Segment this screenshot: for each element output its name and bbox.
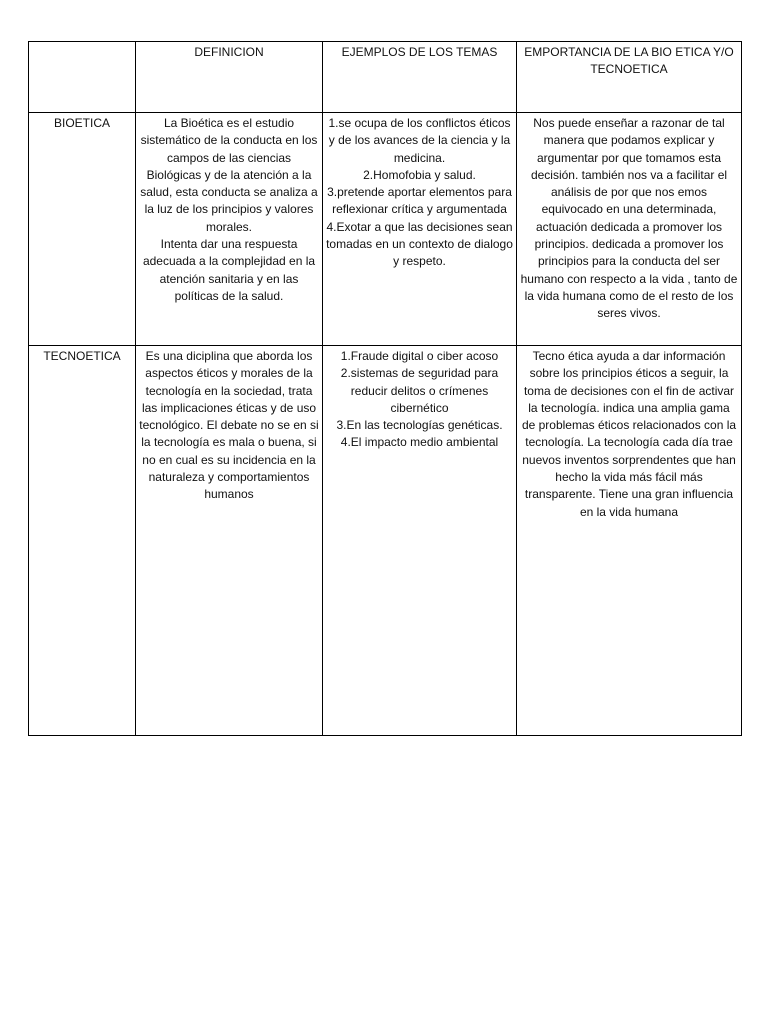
definicion-paragraph: La Bioética es el estudio sistemático de la conducta en los campos de las ciencias Biológicas y de la atención a la salud, esta conducta se analiza a la luz de los principios y valores morales. bbox=[140, 116, 318, 234]
comparison-table bbox=[28, 41, 742, 736]
definicion-paragraph: Es una diciplina que aborda los aspectos éticos y morales de la tecnología en la sociedad, trata las implicaciones éticas y de uso tecnológico. El debate no se en si la tecnología es mala o buena, si no en cual es su incidencia en la naturaleza y comportamientos humanos bbox=[139, 349, 319, 502]
cell-importancia-tecnoetica: Tecno ética ayuda a dar información sobre los principios éticos a seguir, la toma de decisiones con el fin de activar la tecnología. indica una amplia gama de problemas éticos relacionados con la tecnología. La tecnología cada día trae nuevos inventos sorprendentes que han hecho la vida más fácil más transparente. Tiene una gran influencia en la vida humana bbox=[517, 346, 742, 736]
header-cell-ejemplos: EJEMPLOS DE LOS TEMAS bbox=[323, 42, 517, 113]
header-cell-importancia: EMPORTANCIA DE LA BIO ETICA Y/O TECNOETICA bbox=[517, 42, 742, 113]
ejemplo-item: 4.Exotar a que las decisiones sean tomadas en un contexto de dialogo y respeto. bbox=[326, 219, 513, 269]
cell-definicion-tecnoetica bbox=[136, 346, 323, 736]
table-row-bioetica bbox=[29, 113, 742, 346]
ejemplo-item: 4.El impacto medio ambiental bbox=[340, 435, 499, 450]
cell-definicion-bioetica bbox=[136, 113, 323, 346]
cell-importancia-bioetica: Nos puede enseñar a razonar de tal manera que podamos explicar y argumentar por que tomamos esta decisión. también nos va a facilitar el análisis de por que nos emos equivocado en una determinada, actuación dedicada a promover los principios. dedicada a promover los principios para la conducta del ser humano con respecto a la vida , tanto de la vida humana como de el resto de los seres vivos. bbox=[517, 113, 742, 346]
ejemplo-item: 2.sistemas de seguridad para reducir delitos o crímenes cibernético bbox=[340, 366, 499, 415]
ejemplo-item: 3.pretende aportar elementos para reflexionar crítica y argumentada bbox=[327, 185, 512, 217]
header-row bbox=[29, 42, 742, 113]
cell-ejemplos-bioetica bbox=[323, 113, 517, 346]
header-cell-definicion: DEFINICION bbox=[136, 42, 323, 113]
header-cell-empty bbox=[29, 42, 136, 113]
row-label-bioetica: BIOETICA bbox=[29, 113, 136, 346]
table-row-tecnoetica bbox=[29, 346, 742, 736]
definicion-paragraph: Intenta dar una respuesta adecuada a la complejidad en la atención sanitaria y en las políticas de la salud. bbox=[142, 237, 316, 303]
ejemplo-item: 1.se ocupa de los conflictos éticos y de los avances de la ciencia y la medicina. bbox=[328, 116, 511, 165]
ejemplo-item: 1.Fraude digital o ciber acoso bbox=[340, 349, 499, 363]
ejemplo-item: 3.En las tecnologías genéticas. bbox=[336, 418, 503, 433]
ejemplo-item: 2.Homofobia y salud. bbox=[363, 167, 476, 182]
row-label-tecnoetica: TECNOETICA bbox=[29, 346, 136, 736]
cell-ejemplos-tecnoetica bbox=[323, 346, 517, 736]
